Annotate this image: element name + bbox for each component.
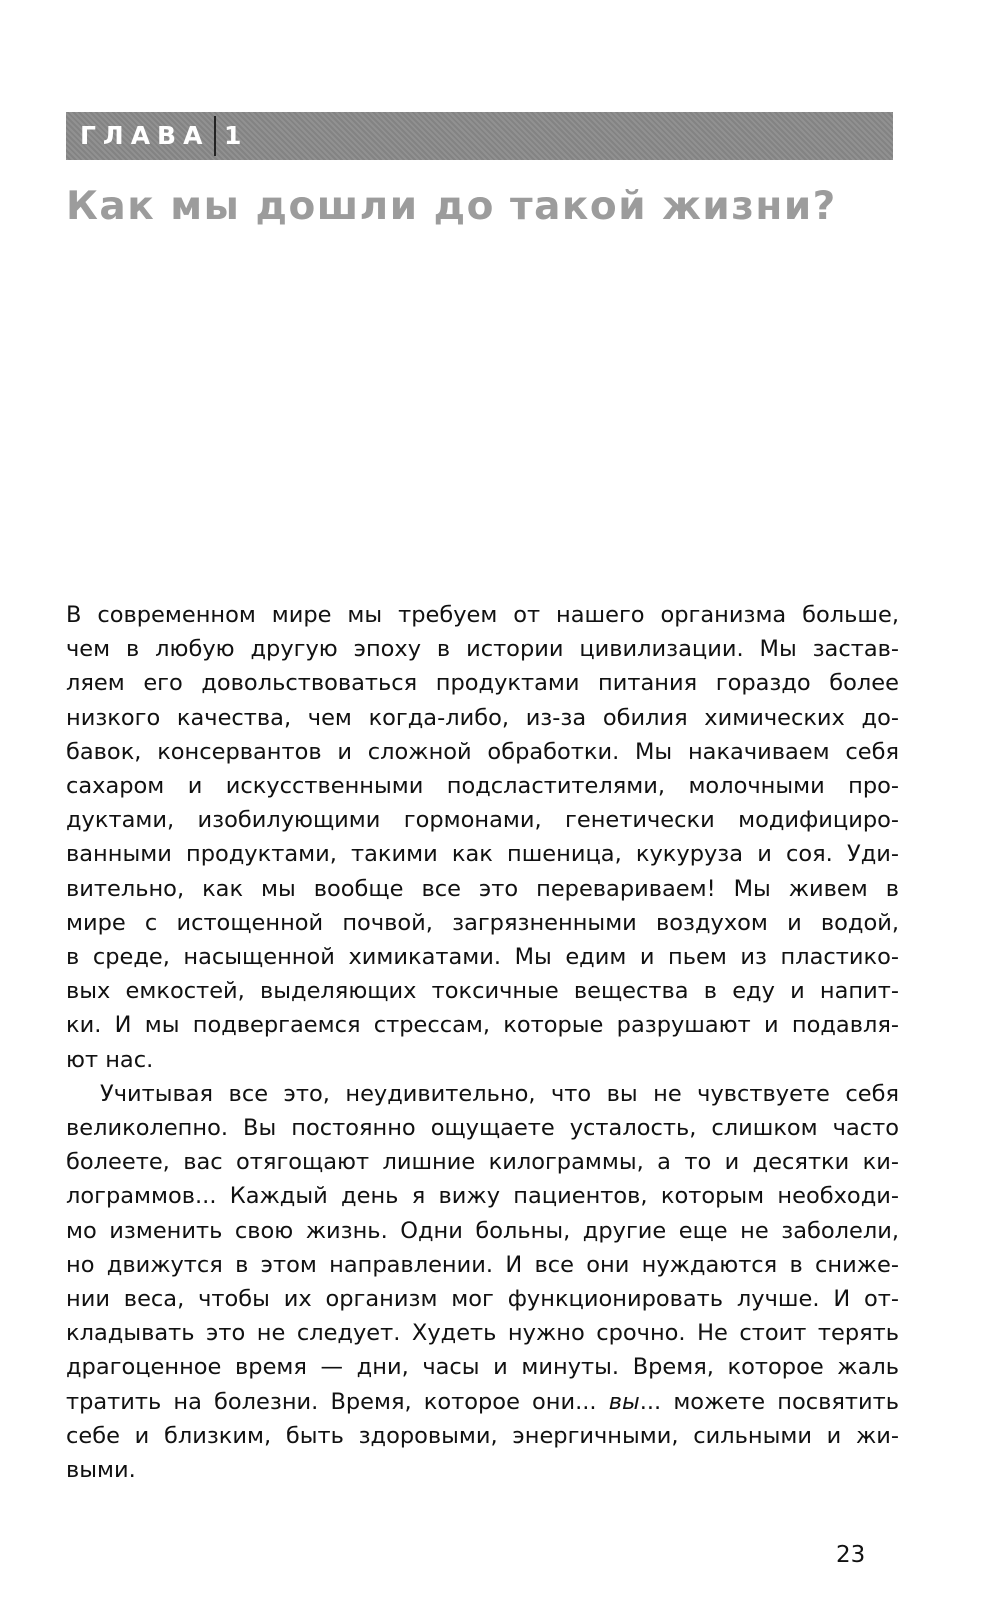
paragraph-1: [66, 598, 899, 1077]
page-number: 23: [836, 1542, 866, 1568]
chapter-title: Как мы дошли до такой жизни?: [66, 184, 837, 229]
text-line: ванными продуктами, такими как пшеница, кукуруза и соя. Уди-: [66, 841, 899, 868]
paragraph-2: [66, 1077, 899, 1487]
text-line: но движутся в этом направлении. И все они нуждаются в сниже-: [66, 1251, 899, 1278]
text-line: бавок, консервантов и сложной обработки. Мы накачиваем себя: [66, 738, 899, 765]
text-line: выми.: [66, 1457, 136, 1484]
text-line-start: тратить на болезни. Время, которое они...: [66, 1388, 597, 1415]
text-line: ляем его довольствоваться продуктами питания гораздо более: [66, 670, 899, 697]
text-line: [66, 1385, 899, 1419]
text-line: чем в любую другую эпоху в истории цивилизации. Мы застав-: [66, 636, 899, 663]
text-line: вительно, как мы вообще все это перевариваем! Мы живем в: [66, 875, 899, 902]
text-line: ки. И мы подвергаемся стрессам, которые разрушают и подавля-: [66, 1012, 899, 1039]
chapter-label: ГЛАВА: [80, 121, 210, 150]
text-line: вых емкостей, выделяющих токсичные вещества в еду и напит-: [66, 978, 899, 1005]
text-line: Учитывая все это, неудивительно, что вы не чувствуете себя: [100, 1080, 899, 1107]
text-line-tail: ... можете посвятить: [639, 1388, 899, 1415]
text-line: мире с истощенной почвой, загрязненными воздухом и водой,: [66, 909, 899, 936]
text-line: дуктами, изобилующими гормонами, генетически модифициро-: [66, 807, 899, 834]
text-line: себе и близким, быть здоровыми, энергичными, сильными и жи-: [66, 1422, 899, 1449]
text-line: нии веса, чтобы их организм мог функционировать лучше. И от-: [66, 1286, 899, 1313]
text-line: великолепно. Вы постоянно ощущаете усталость, слишком часто: [66, 1115, 899, 1142]
body-text: [66, 598, 899, 1487]
emphasis-text: вы: [608, 1388, 640, 1415]
text-line: сахаром и искусственными подсластителями, молочными про-: [66, 773, 899, 800]
text-line: болеете, вас отягощают лишние килограммы, а то и десятки ки-: [66, 1149, 899, 1176]
chapter-number: 1: [224, 121, 242, 150]
text-line: драгоценное время — дни, часы и минуты. Время, которое жаль: [66, 1354, 899, 1381]
text-line: низкого качества, чем когда-либо, из-за обилия химических до-: [66, 704, 899, 731]
text-line: ют нас.: [66, 1046, 154, 1073]
text-line: кладывать это не следует. Худеть нужно срочно. Не стоит терять: [66, 1320, 899, 1347]
chapter-divider: [214, 116, 216, 156]
text-line: лограммов... Каждый день я вижу пациентов, которым необходи-: [66, 1183, 899, 1210]
text-line: В современном мире мы требуем от нашего организма больше,: [66, 602, 899, 628]
text-line: мо изменить свою жизнь. Одни больны, другие еще не заболели,: [66, 1217, 899, 1244]
chapter-header-bar: [66, 112, 893, 160]
text-line: в среде, насыщенной химикатами. Мы едим и пьем из пластико-: [66, 944, 899, 971]
